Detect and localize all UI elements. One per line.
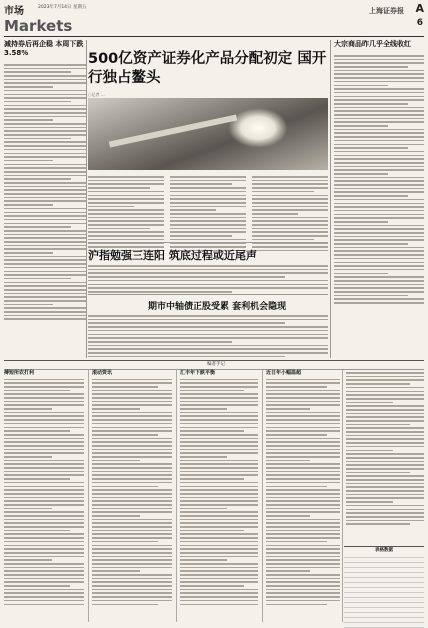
bottom-column-2 xyxy=(92,370,172,622)
page-label: A xyxy=(415,2,424,15)
bottom-column-4 xyxy=(266,370,340,622)
left-headline: 减持券后再企稳 本周下跌3.58% xyxy=(4,40,84,57)
right-column xyxy=(330,40,424,358)
story-bonds-body xyxy=(88,313,328,357)
bottom-column-2-head: 滚动资讯 xyxy=(92,370,113,376)
right-body-text xyxy=(334,55,424,304)
bottom-column-1-body xyxy=(4,379,84,606)
bottom-column-4-body xyxy=(266,379,340,606)
bottom-column-5 xyxy=(346,370,424,540)
feature-photo xyxy=(88,98,328,170)
feature-byline: ○记者 … xyxy=(88,92,105,97)
bottom-section xyxy=(4,370,424,622)
left-column xyxy=(4,40,87,358)
newspaper-name: 上海证券报 xyxy=(369,6,404,15)
left-body-text xyxy=(4,64,86,320)
story-market xyxy=(88,242,328,293)
section-divider-label: 编者手记 xyxy=(204,361,228,367)
bottom-column-1-head: 搏短所农打利 xyxy=(4,370,35,376)
feature-headline: 500亿资产证券化产品分配初定 国开行独占鳌头 xyxy=(88,51,327,86)
story-market-body xyxy=(88,263,328,293)
story-bonds xyxy=(88,294,328,359)
issue-date: 2023年7月14日 星期五 xyxy=(38,5,87,10)
data-table xyxy=(344,546,424,621)
bottom-column-4-head: 近日年小幅温超 xyxy=(266,370,302,376)
bottom-column-1 xyxy=(4,370,84,622)
bottom-column-3-head: 汇丰年下跌平衡 xyxy=(180,370,216,376)
bottom-column-5-body xyxy=(346,372,424,525)
bottom-column-3-body xyxy=(180,379,258,606)
bottom-column-2-body xyxy=(92,379,172,606)
feature-story xyxy=(88,40,328,240)
bottom-column-3 xyxy=(180,370,258,622)
section-divider xyxy=(4,360,424,370)
feature-body-col-3 xyxy=(252,174,328,251)
story-bonds-headline: 期市中轴债正股受累 套利机会隐现 xyxy=(148,302,287,312)
right-headline: 大宗商品昨几乎全线收红 xyxy=(334,40,411,48)
feature-body-col-1 xyxy=(88,174,164,251)
section-title-en: Markets xyxy=(4,17,73,35)
feature-body-col-2 xyxy=(170,174,246,251)
page-number: 6 xyxy=(416,18,423,28)
page-header xyxy=(4,2,424,37)
story-market-headline: 沪指勉强三连阳 筑底过程或近尾声 xyxy=(88,249,257,262)
section-title-cn: 市场 xyxy=(4,6,24,17)
data-table-title: 表格数据 xyxy=(375,548,393,553)
